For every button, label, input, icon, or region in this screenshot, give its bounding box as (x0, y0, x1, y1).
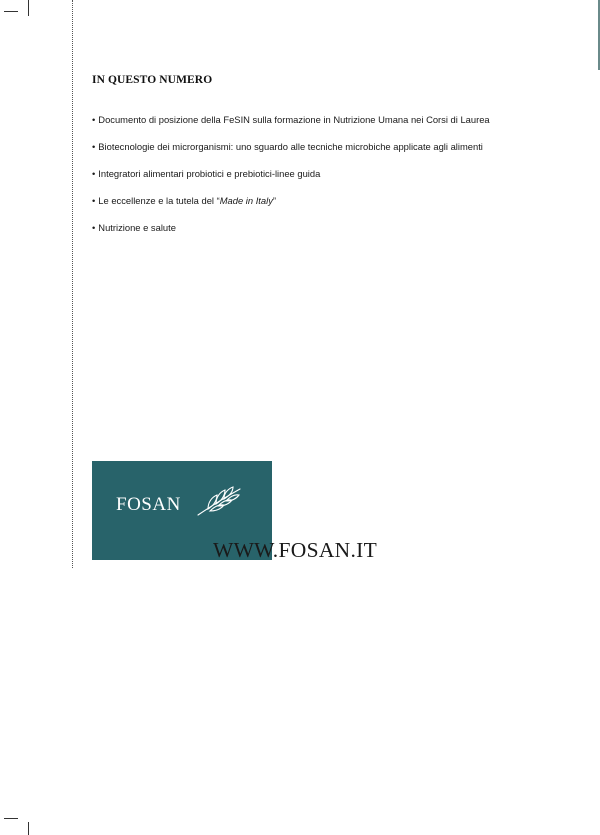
toc-item-text: Nutrizione e salute (98, 222, 176, 233)
toc-item-text: Biotecnologie dei microrganismi: uno sguardo alle tecniche microbiche applicate agli alimenti (98, 141, 483, 152)
crop-mark-top-horizontal (4, 11, 18, 12)
toc-item-text-italic: Made in Italy (219, 195, 273, 206)
section-heading: IN QUESTO NUMERO (92, 74, 213, 86)
bullet: • (92, 222, 96, 233)
toc-item-text: Integratori alimentari probiotici e prebiotici-linee guida (98, 168, 321, 179)
crop-mark-bottom-vertical (28, 822, 29, 835)
bullet: • (92, 141, 96, 152)
toc-item-text-post: ” (272, 195, 277, 206)
logo-name: FOSAN (116, 494, 181, 515)
toc-item (92, 167, 490, 194)
bullet: • (92, 195, 96, 206)
table-of-contents (92, 113, 490, 248)
toc-item (92, 221, 490, 248)
crop-mark-bottom-horizontal (4, 818, 18, 819)
toc-item-text: Documento di posizione della FeSIN sulla formazione in Nutrizione Umana nei Corsi di Laurea (98, 114, 490, 125)
wheat-ear-icon (196, 485, 244, 517)
toc-item-text-pre: Le eccellenze e la tutela del “ (98, 195, 220, 206)
toc-item (92, 113, 490, 140)
toc-item (92, 140, 490, 167)
fold-guide-line (72, 0, 73, 568)
toc-item (92, 194, 490, 221)
website-url: WWW.FOSAN.IT (213, 538, 378, 562)
bullet: • (92, 114, 96, 125)
bullet: • (92, 168, 96, 179)
crop-mark-top-vertical (28, 0, 29, 16)
